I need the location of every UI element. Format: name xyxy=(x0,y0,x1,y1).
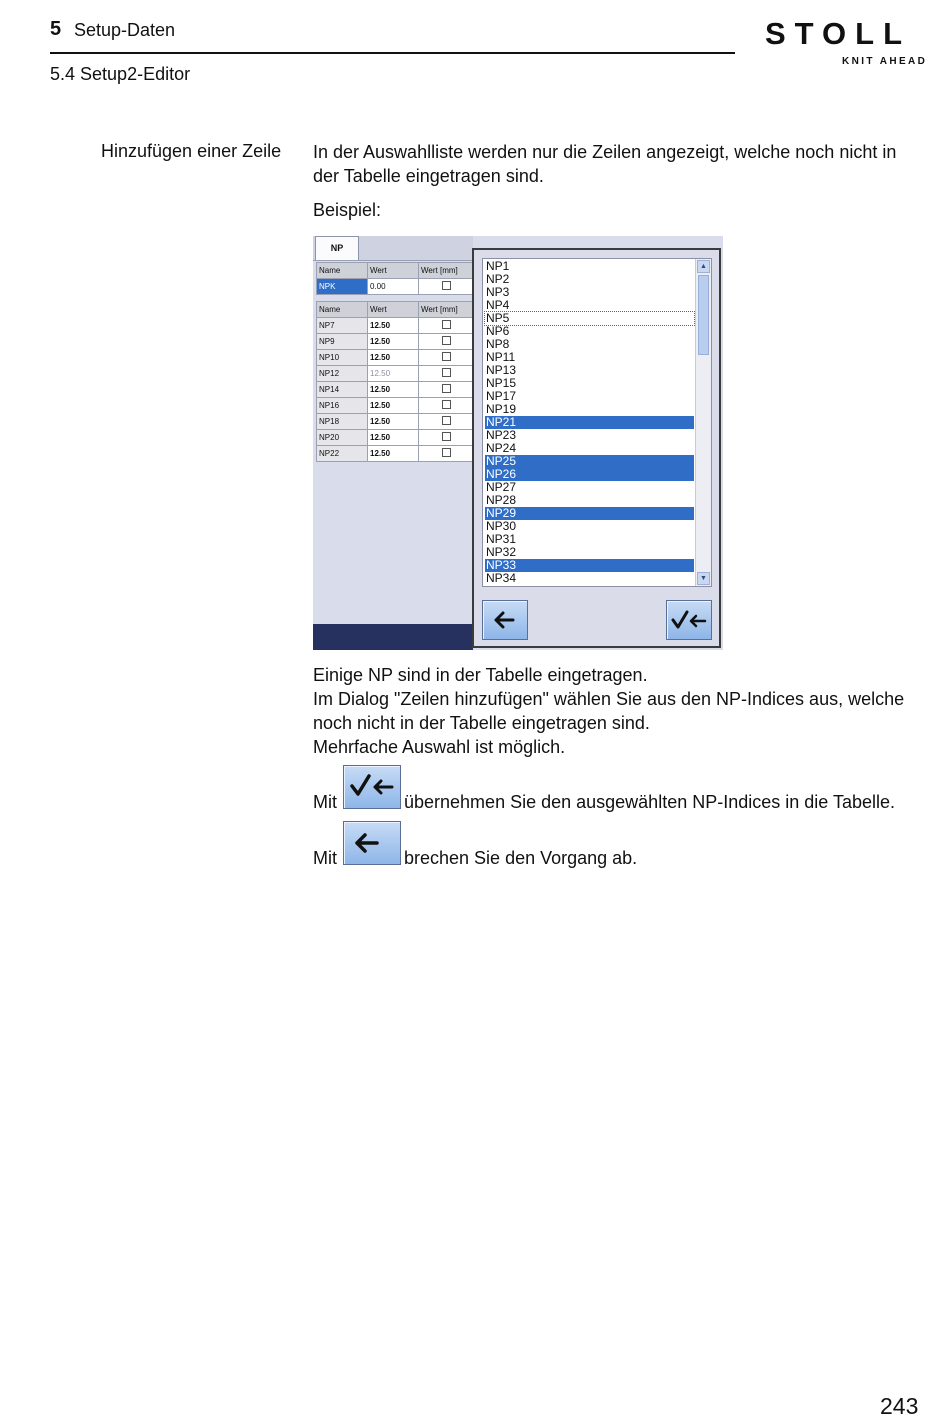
row-value[interactable]: 12.50 xyxy=(368,430,419,446)
column-header: Wert [mm] xyxy=(419,302,474,318)
list-item[interactable]: NP24 xyxy=(486,441,517,455)
column-header: Name xyxy=(317,302,368,318)
list-item[interactable]: NP26 xyxy=(485,468,694,481)
mm-checkbox[interactable] xyxy=(419,334,474,350)
np-table xyxy=(316,301,474,462)
row-name: NP22 xyxy=(317,446,368,462)
row-name: NP18 xyxy=(317,414,368,430)
mm-checkbox[interactable] xyxy=(419,382,474,398)
brand-logo: STOLL xyxy=(765,16,912,51)
list-item[interactable]: NP21 xyxy=(485,416,694,429)
row-value[interactable]: 12.50 xyxy=(368,382,419,398)
table-row[interactable] xyxy=(317,398,474,414)
mm-checkbox[interactable] xyxy=(419,446,474,462)
list-item[interactable]: NP32 xyxy=(486,545,517,559)
page-number: 243 xyxy=(880,1393,919,1419)
list-item[interactable]: NP11 xyxy=(486,350,516,364)
back-arrow-icon xyxy=(483,601,527,639)
list-item[interactable]: NP34 xyxy=(486,571,517,585)
row-name: NP12 xyxy=(317,366,368,382)
column-header: Name xyxy=(317,263,368,279)
row-name: NP14 xyxy=(317,382,368,398)
row-value[interactable]: 12.50 xyxy=(368,350,419,366)
mm-checkbox[interactable] xyxy=(419,318,474,334)
table-row[interactable] xyxy=(317,414,474,430)
row-value[interactable]: 0.00 xyxy=(368,279,419,295)
intro-line: der Tabelle eingetragen sind. xyxy=(313,166,544,186)
list-item[interactable]: NP33 xyxy=(485,559,694,572)
list-item[interactable]: NP5 xyxy=(485,312,694,325)
mm-checkbox[interactable] xyxy=(419,430,474,446)
table-row[interactable] xyxy=(317,350,474,366)
list-item[interactable]: NP15 xyxy=(486,376,517,390)
row-name: NP10 xyxy=(317,350,368,366)
list-item[interactable]: NP28 xyxy=(486,493,517,507)
list-item[interactable]: NP23 xyxy=(486,428,517,442)
list-item[interactable]: NP30 xyxy=(486,519,517,533)
list-item[interactable]: NP29 xyxy=(485,507,694,520)
list-item[interactable]: NP17 xyxy=(486,389,517,403)
list-item[interactable]: NP6 xyxy=(486,324,510,338)
description-line: Im Dialog "Zeilen hinzufügen" wählen Sie aus den NP-Indices aus, welche xyxy=(313,689,905,709)
row-name: NP16 xyxy=(317,398,368,414)
tab-np[interactable]: NP xyxy=(315,236,359,260)
mm-checkbox[interactable] xyxy=(419,350,474,366)
example-label: Beispiel: xyxy=(313,200,382,220)
intro-line: In der Auswahlliste werden nur die Zeilen angezeigt, welche noch nicht in xyxy=(313,142,897,162)
table-row[interactable] xyxy=(317,318,474,334)
row-value[interactable]: 12.50 xyxy=(368,446,419,462)
row-value[interactable]: 12.50 xyxy=(368,398,419,414)
list-item[interactable]: NP27 xyxy=(486,480,517,494)
list-item[interactable]: NP2 xyxy=(486,272,510,286)
row-value[interactable]: 12.50 xyxy=(368,318,419,334)
list-item[interactable]: NP19 xyxy=(486,402,517,416)
mm-checkbox[interactable] xyxy=(419,279,474,295)
chapter-number: 5 xyxy=(50,18,62,40)
scroll-up-icon[interactable]: ▲ xyxy=(697,260,710,273)
check-arrow-icon xyxy=(344,766,400,808)
scroll-thumb[interactable] xyxy=(698,275,709,355)
description-line: Einige NP sind in der Tabelle eingetragen. xyxy=(313,665,648,685)
accept-button[interactable] xyxy=(666,600,712,640)
intro-paragraph xyxy=(313,140,928,188)
list-item[interactable]: NP13 xyxy=(486,363,517,377)
status-bar xyxy=(313,624,473,650)
description-line: noch nicht in der Tabelle eingetragen sind. xyxy=(313,713,650,733)
list-item[interactable]: NP3 xyxy=(486,285,510,299)
chapter-title: Setup-Daten xyxy=(74,20,176,40)
table-row[interactable] xyxy=(317,366,474,382)
check-arrow-icon xyxy=(667,601,711,639)
example-screenshot xyxy=(313,236,723,650)
brand-tagline: KNIT AHEAD xyxy=(842,56,928,67)
mm-checkbox[interactable] xyxy=(419,366,474,382)
list-scrollbar[interactable] xyxy=(695,259,711,586)
mm-checkbox[interactable] xyxy=(419,398,474,414)
header-rule xyxy=(50,52,735,54)
table-row[interactable] xyxy=(317,382,474,398)
tab-strip xyxy=(313,236,473,261)
row-value[interactable]: 12.50 xyxy=(368,414,419,430)
row-name: NPK xyxy=(317,279,368,295)
list-item[interactable]: NP4 xyxy=(486,298,510,312)
back-arrow-icon xyxy=(344,822,400,864)
cancel-button[interactable] xyxy=(482,600,528,640)
list-item[interactable]: NP8 xyxy=(486,337,510,351)
accept-mit-label: Mit xyxy=(313,792,337,812)
table-row[interactable] xyxy=(317,279,474,295)
row-name: NP20 xyxy=(317,430,368,446)
section-title: 5.4 Setup2-Editor xyxy=(50,64,191,84)
accept-icon-button xyxy=(343,765,401,809)
cancel-mit-label: Mit xyxy=(313,848,337,868)
row-name: NP9 xyxy=(317,334,368,350)
cancel-icon-button xyxy=(343,821,401,865)
row-name: NP7 xyxy=(317,318,368,334)
cancel-description: brechen Sie den Vorgang ab. xyxy=(404,848,638,868)
scroll-down-icon[interactable]: ▼ xyxy=(697,572,710,585)
list-item[interactable]: NP31 xyxy=(486,532,517,546)
npk-table xyxy=(316,262,474,295)
description-line: Mehrfache Auswahl ist möglich. xyxy=(313,737,566,757)
list-item[interactable]: NP1 xyxy=(486,259,510,273)
np-selection-list[interactable] xyxy=(482,258,712,587)
column-header: Wert xyxy=(368,263,419,279)
column-header: Wert xyxy=(368,302,419,318)
accept-description: übernehmen Sie den ausgewählten NP-Indices in die Tabelle. xyxy=(404,792,895,812)
description-paragraph xyxy=(313,663,928,759)
add-rows-dialog xyxy=(472,248,721,648)
table-row[interactable] xyxy=(317,334,474,350)
mm-checkbox[interactable] xyxy=(419,414,474,430)
list-item[interactable]: NP25 xyxy=(485,455,694,468)
table-row[interactable] xyxy=(317,446,474,462)
row-value[interactable]: 12.50 xyxy=(368,334,419,350)
side-label: Hinzufügen einer Zeile xyxy=(101,141,282,161)
row-value[interactable]: 12.50 xyxy=(368,366,419,382)
table-row[interactable] xyxy=(317,430,474,446)
column-header: Wert [mm] xyxy=(419,263,474,279)
